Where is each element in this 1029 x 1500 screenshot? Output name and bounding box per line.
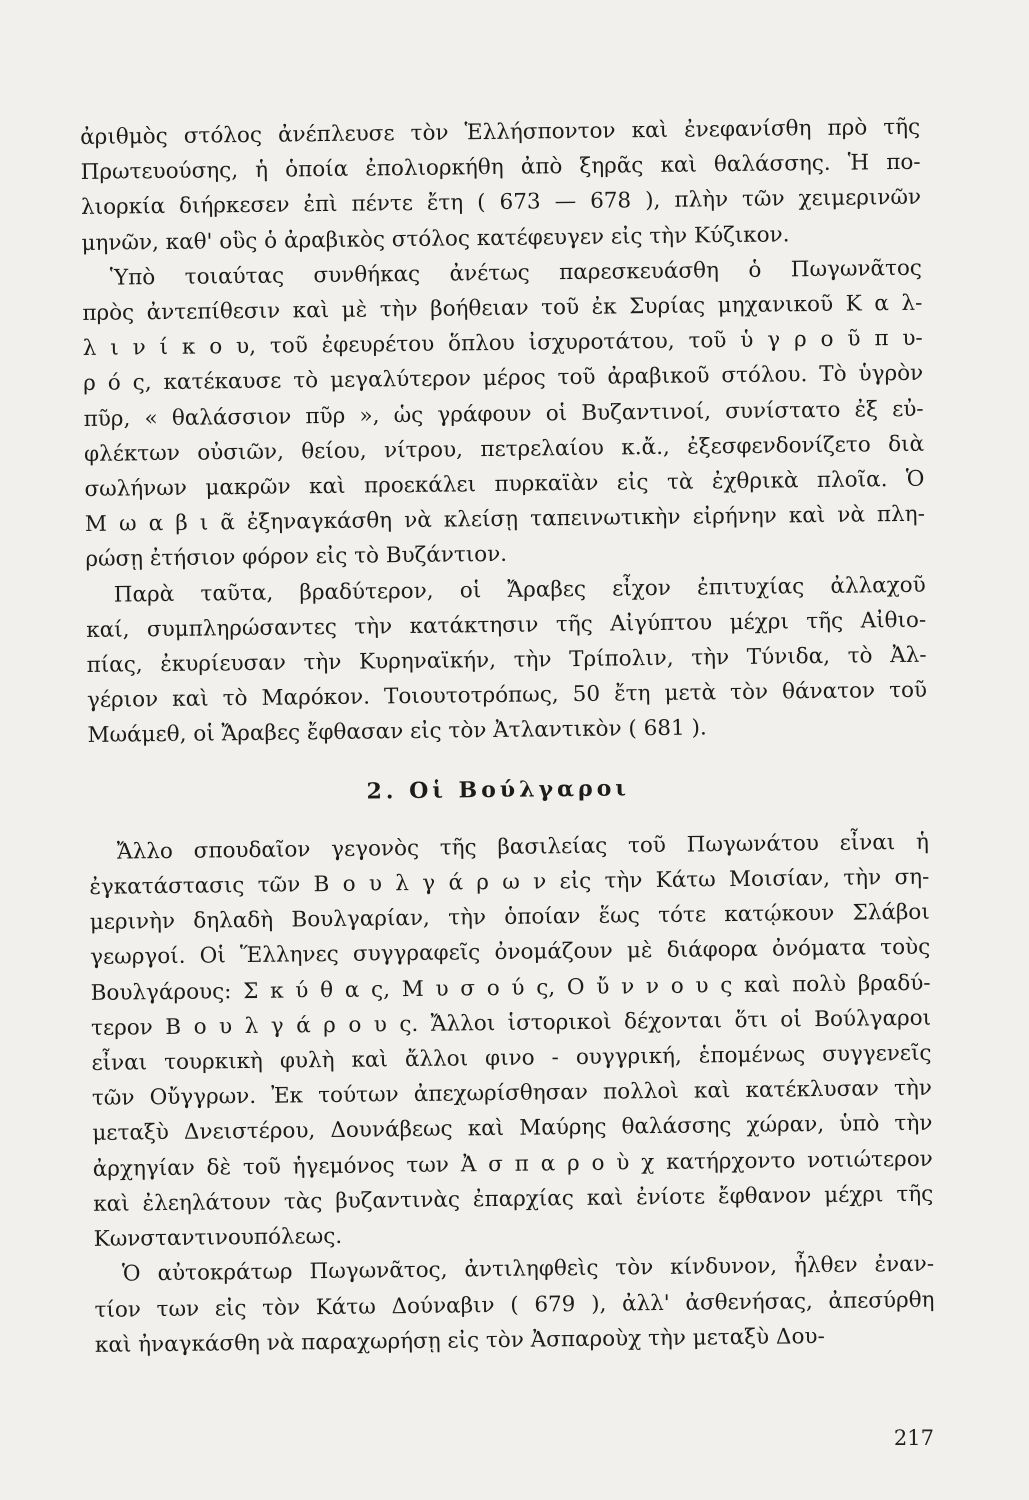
text-line: τῶν Οὔγγρων. Ἐκ τούτων ἀπεχωρίσθησαν πολλοὶ καὶ κατέκλυσαν τὴν bbox=[91, 1075, 933, 1112]
text-line: καὶ ἠναγκάσθη νὰ παραχωρήσῃ εἰς τὸν Ἀσπαροὺχ τὴν μεταξὺ Δου- bbox=[94, 1323, 825, 1358]
text-line: ἀρχηγίαν δὲ τοῦ ἡγεμόνος των Ἀ σ π α ρ ο ὺ χ κατήρχοντο νοτιώτερον bbox=[92, 1146, 933, 1182]
text-line: μεταξὺ Δνειστέρου, Δουνάβεως καὶ Μαύρης θαλάσσης χώραν, ὑπὸ τὴν bbox=[92, 1111, 933, 1147]
text-line: σωλήνων μακρῶν καὶ προεκάλει πυρκαϊὰν εἰς τὰ ἐχθρικὰ πλοῖα. Ὁ bbox=[84, 466, 925, 503]
body-text bbox=[80, 110, 935, 1363]
text-line: λιορκία διήρκεσεν ἐπὶ πέντε ἔτη ( 673 — 678 ), πλὴν τῶν χειμερινῶν bbox=[80, 185, 922, 221]
paragraph bbox=[94, 1247, 935, 1363]
text-line: ἐγκατάστασις τῶν Β ο υ λ γ ά ρ ω ν εἰς τὴν Κάτω Μοισίαν, τὴν ση- bbox=[89, 864, 930, 901]
text-line: λ ι ν ί κ ο υ, τοῦ ἐφευρέτου ὅπλου ἰσχυροτάτου, τοῦ ὑ γ ρ ο ῦ π υ- bbox=[82, 325, 923, 362]
text-line: γέριον καὶ τὸ Μαρόκον. Τοιουτοτρόπως, 50 ἔτη μετὰ τὸν θάνατον τοῦ bbox=[86, 677, 928, 714]
text-line: Ὁ αὐτοκράτωρ Πωγωνᾶτος, ἀντιληφθεὶς τὸν κίνδυνον, ἦλθεν ἐναν- bbox=[121, 1251, 935, 1287]
text-line: Μωάμεθ, οἱ Ἄραβες ἔφθασαν εἰς τὸν Ἀτλαντικὸν ( 681 ). bbox=[87, 715, 707, 749]
text-line: ἀριθμὸς στόλος ἀνέπλευσε τὸν Ἑλλήσποντον καὶ ἐνεφανίσθη πρὸ τῆς bbox=[80, 114, 921, 150]
text-line: μερινὴν δηλαδὴ Βουλγαρίαν, τὴν ὁποίαν ἕως τότε κατῴκουν Σλάβοι bbox=[89, 899, 930, 936]
text-line: καὶ ἐλεηλάτουν τὰς βυζαντινὰς ἐπαρχίας καὶ ἐνίοτε ἔφθανον μέχρι τῆς bbox=[93, 1181, 934, 1217]
paragraph bbox=[89, 825, 934, 1258]
text-line: καί, συμπληρώσαντες τὴν κατάκτησιν τῆς Αἰγύπτου μέχρι τῆς Αἰθιο- bbox=[86, 607, 927, 643]
text-line: Βουλγάρους: Σ κ ύ θ α ς, Μ υ σ ο ύ ς, Ο ὔ ν ν ο υ ς καὶ πολὺ βραδύ- bbox=[90, 970, 931, 1006]
text-line: γεωργοί. Οἱ Ἕλληνες συγγραφεῖς ὀνομάζουν μὲ διάφορα ὀνόματα τοὺς bbox=[90, 935, 931, 971]
text-line: πρὸς ἀντεπίθεσιν καὶ μὲ τὴν βοήθειαν τοῦ ἐκ Συρίας μηχανικοῦ Κ α λ- bbox=[82, 290, 923, 327]
text-line: ρ ό ς, κατέκαυσε τὸ μεγαλύτερον μέρος τοῦ ἀραβικοῦ στόλου. Τὸ ὑγρὸν bbox=[83, 361, 924, 397]
text-line: μηνῶν, καθ' οὓς ὁ ἀραβικὸς στόλος κατέφευγεν εἰς τὴν Κύζικον. bbox=[81, 221, 790, 256]
text-line: Παρὰ ταῦτα, βραδύτερον, οἱ Ἄραβες εἶχον ἐπιτυχίας ἀλλαχοῦ bbox=[113, 572, 926, 608]
text-line: φλέκτων οὐσιῶν, θείου, νίτρου, πετρελαίου κ.ἄ., ἐξεσφενδονίζετο διὰ bbox=[83, 431, 925, 467]
text-line: Ὑπὸ τοιαύτας συνθήκας ἀνέτως παρεσκευάσθη ὁ Πωγωνᾶτος bbox=[109, 255, 923, 291]
text-line: ρώσῃ ἐτήσιον φόρον εἰς τὸ Βυζάντιον. bbox=[85, 542, 508, 573]
text-line: εἶναι τουρκικὴ φυλὴ καὶ ἄλλοι φινο - ουγγρική, ἑπομένως συγγενεῖς bbox=[91, 1040, 932, 1077]
paragraph bbox=[80, 110, 922, 261]
page-number: 217 bbox=[893, 1426, 934, 1450]
paragraph bbox=[82, 251, 926, 578]
section-heading: 2. Οἱ Βούλγαροι bbox=[366, 774, 631, 805]
text-line: Κωνσταντινουπόλεως. bbox=[93, 1223, 343, 1253]
text-line: τίον των εἰς τὸν Κάτω Δούναβιν ( 679 ), ἀλλ' ἀσθενήσας, ἀπεσύρθη bbox=[94, 1287, 935, 1323]
text-line: Ἄλλο σπουδαῖον γεγονὸς τῆς βασιλείας τοῦ Πωγωνάτου εἶναι ἡ bbox=[116, 829, 930, 865]
text-line: Πρωτευούσης, ἡ ὁποία ἐπολιορκήθη ἀπὸ ξηρᾶς καὶ θαλάσσης. Ἡ πο- bbox=[80, 149, 921, 186]
text-line: πῦρ, « θαλάσσιον πῦρ », ὡς γράφουν οἱ Βυζαντινοί, συνίστατο ἐξ εὐ- bbox=[83, 396, 924, 432]
text-line: πίας, ἐκυρίευσαν τὴν Κυρηναϊκήν, τὴν Τρίπολιν, τὴν Τύνιδα, τὸ Ἀλ- bbox=[86, 642, 927, 679]
text-line: τερον Β ο υ λ γ ά ρ ο υ ς. Ἄλλοι ἱστορικοὶ δέχονται ὅτι οἱ Βούλγαροι bbox=[90, 1005, 932, 1041]
text-line: Μ ω α β ι ᾶ ἐξηναγκάσθη νὰ κλείσῃ ταπεινωτικὴν εἰρήνην καὶ νὰ πλη- bbox=[84, 501, 926, 538]
paragraph bbox=[86, 567, 928, 753]
